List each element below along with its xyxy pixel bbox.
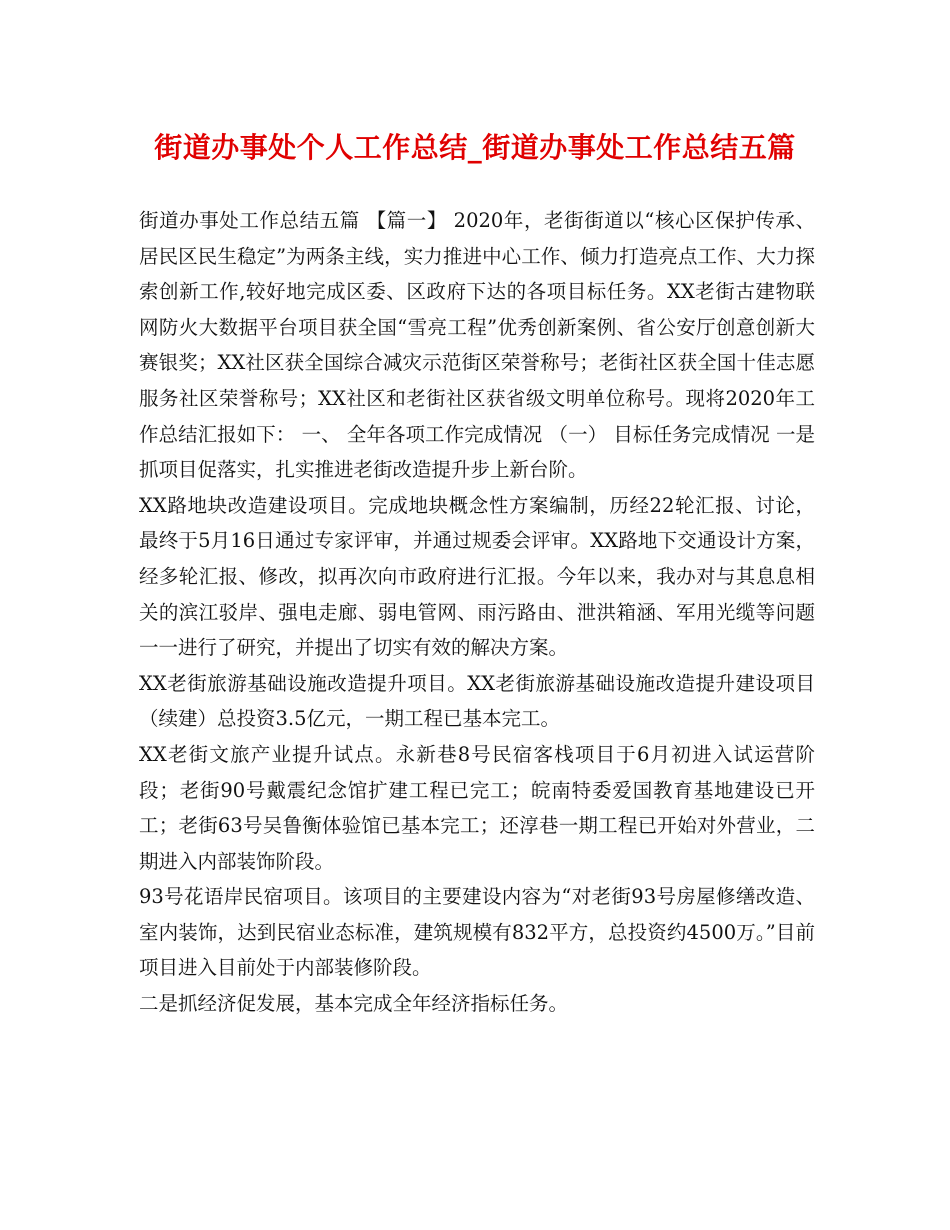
paragraph: XX路地块改造建设项目。完成地块概念性方案编制，历经22轮汇报、讨论，最终于5月16日通过专家评审，并通过规委会评审。XX路地下交通设计方案，经多轮汇报、修改，拟再次向市政府进行汇报。今年以来，我办对与其息息相关的滨江驳岸、强电走廊、弱电管网、雨污路由、泄洪箱涵、军用光缆等问题一一进行了研究，并提出了切实有效的解决方案。	[139, 493, 815, 660]
paragraph: XX老街旅游基础设施改造提升项目。XX老街旅游基础设施改造提升建设项目（续建）总投资3.5亿元，一期工程已基本完工。	[139, 671, 815, 731]
paragraph: 街道办事处工作总结五篇 【篇一】 2020年，老街街道以“核心区保护传承、居民区民生稳定”为两条主线，实力推进中心工作、倾力打造亮点工作、大力探索创新工作,较好地完成区委、区政府下达的各项目标任务。XX老街古建物联网防火大数据平台项目获全国“雪亮工程”优秀创新案例、省公安厅创意创新大赛银奖；XX社区获全国综合减灾示范街区荣誉称号；老街社区获全国十佳志愿服务社区荣誉称号；XX社区和老街社区获省级文明单位称号。现将2020年工作总结汇报如下： 一、 全年各项工作完成情况 （一） 目标任务完成情况 一是抓项目促落实，扎实推进老街改造提升步上新台阶。	[139, 209, 815, 482]
paragraph: XX老街文旅产业提升试点。永新巷8号民宿客栈项目于6月初进入试运营阶段；老街90号戴震纪念馆扩建工程已完工；皖南特委爱国教育基地建设已开工；老街63号吴鲁衡体验馆已基本完工；还淳巷一期工程已开始对外营业，二期进入内部装饰阶段。	[139, 742, 815, 873]
document-body	[139, 203, 815, 1022]
paragraph: 93号花语岸民宿项目。该项目的主要建设内容为“对老街93号房屋修缮改造、室内装饰，达到民宿业态标准，建筑规模有832平方，总投资约4500万。”目前项目进入目前处于内部装修阶段。	[139, 885, 815, 980]
document-title: 街道办事处个人工作总结_街道办事处工作总结五篇	[154, 131, 796, 164]
paragraph: 二是抓经济促发展，基本完成全年经济指标任务。	[139, 992, 569, 1016]
